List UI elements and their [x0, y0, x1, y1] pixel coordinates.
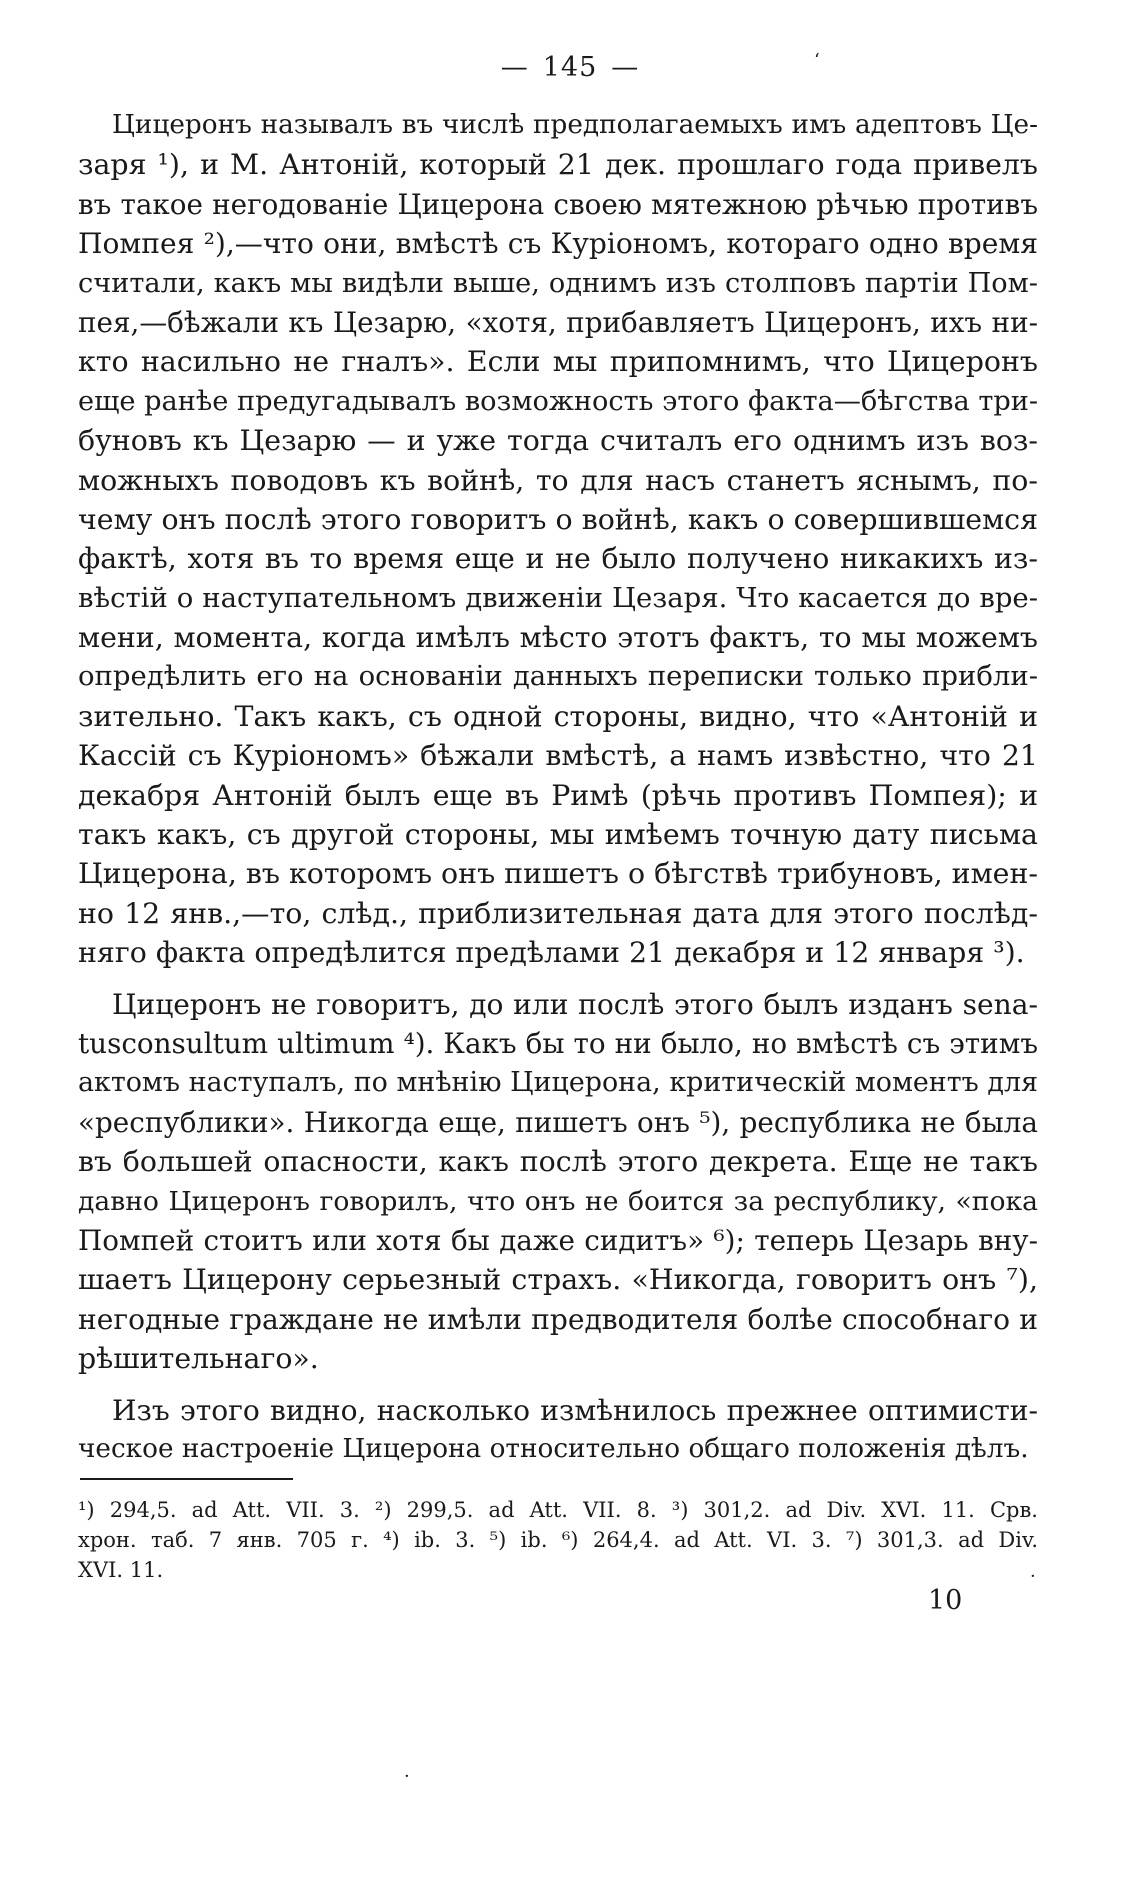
body-text — [78, 106, 1038, 1469]
text-line: Изъ этого видно, насколько измѣнилось прежнее оптимисти- — [112, 1393, 1038, 1427]
paragraph-3 — [78, 1391, 1038, 1470]
text-line: шаетъ Цицерону серьезный страхъ. «Никогда, говоритъ онъ ⁷), — [78, 1263, 1038, 1297]
signature-mark: 10 — [928, 1585, 963, 1616]
text-line: ческое настроеніе Цицерона относительно общаго положенія дѣлъ. — [78, 1433, 1029, 1464]
footnote-line: ¹) 294,5. ad Att. VII. 3. ²) 299,5. ad Att. VII. 8. ³) 301,2. ad Div. XVI. 11. Срв. — [78, 1498, 1038, 1522]
text-line: фактѣ, хотя въ то время еще и не было получено никакихъ из- — [78, 542, 1038, 576]
stray-speck: · — [404, 1766, 410, 1787]
paragraph-1 — [78, 106, 1038, 973]
text-line: tusconsultum ultimum ⁴). Какъ бы то ни было, но вмѣстѣ съ этимъ — [78, 1026, 1038, 1060]
text-line: можныхъ поводовъ къ войнѣ, то для насъ станетъ яснымъ, по- — [78, 463, 1038, 497]
text-line: няго факта опредѣлится предѣлами 21 декабря и 12 января ³). — [78, 936, 1025, 970]
text-line: Цицерона, въ которомъ онъ пишетъ о бѣгствѣ трибуновъ, имен- — [78, 857, 1038, 891]
text-line: негодные граждане не имѣли предводителя болѣе способнаго и — [78, 1302, 1038, 1336]
stray-speck: · — [1030, 1566, 1036, 1587]
footnote-line: хрон. таб. 7 янв. 705 г. ⁴) ib. 3. ⁵) ib. ⁶) 264,4. ad Att. VI. 3. ⁷) 301,3. ad Div. — [78, 1528, 1038, 1552]
page-header — [0, 52, 1140, 83]
text-line: Цицеронъ называлъ въ числѣ предполагаемыхъ имъ адептовъ Це- — [112, 110, 1038, 140]
text-line: «республики». Никогда еще, пишетъ онъ ⁵), республика не была — [78, 1105, 1038, 1139]
footnote-line: XVI. 11. — [78, 1558, 164, 1582]
text-line: мени, момента, когда имѣлъ мѣсто этотъ фактъ, то мы можемъ — [78, 621, 1038, 655]
header-dash-left: — — [500, 52, 529, 83]
text-line: вѣстій о наступательномъ движеніи Цезаря. Что касается до вре- — [78, 581, 1038, 614]
text-line: Цицеронъ не говоритъ, до или послѣ этого былъ изданъ sena- — [112, 987, 1038, 1021]
page-number: 145 — [542, 52, 598, 83]
text-line: Кассій съ Куріономъ» бѣжали вмѣстѣ, а намъ извѣстно, что 21 — [78, 739, 1038, 773]
text-line: еще ранѣе предугадывалъ возможность этого факта—бѣгства три- — [78, 385, 1039, 417]
text-line: пея,—бѣжали къ Цезарю, «хотя, прибавляетъ Цицеронъ, ихъ ни- — [78, 305, 1038, 339]
text-line: чему онъ послѣ этого говоритъ о войнѣ, какъ о совершившемся — [78, 502, 1038, 536]
text-line: но 12 янв.,—то, слѣд., приблизительная дата для этого послѣд- — [78, 896, 1038, 930]
text-line: въ такое негодованіе Цицерона своею мятежною рѣчью противъ — [78, 187, 1038, 221]
text-line: кто насильно не гналъ». Если мы припомнимъ, что Цицеронъ — [78, 345, 1038, 379]
text-line: Помпея ²),—что они, вмѣстѣ съ Куріономъ, котораго одно время — [78, 227, 1038, 261]
text-line: буновъ къ Цезарю — и уже тогда считалъ его однимъ изъ воз- — [78, 424, 1038, 458]
text-line: въ большей опасности, какъ послѣ этого декрета. Еще не такъ — [78, 1145, 1038, 1179]
header-tick-mark: ‘ — [814, 50, 820, 71]
text-line: рѣшительнаго». — [78, 1342, 319, 1376]
text-line: Помпей стоитъ или хотя бы даже сидитъ» ⁶); теперь Цезарь вну- — [78, 1223, 1038, 1257]
footnotes — [78, 1495, 1038, 1585]
header-dash-right: — — [611, 52, 640, 83]
text-line: давно Цицеронъ говорилъ, что онъ не боится за республику, «пока — [78, 1185, 1038, 1217]
footnote-divider — [80, 1478, 293, 1480]
text-line: актомъ наступалъ, по мнѣнію Цицерона, критическій моментъ для — [78, 1067, 1038, 1099]
text-line: зительно. Такъ какъ, съ одной стороны, видно, что «Антоній и — [78, 699, 1038, 733]
text-line: считали, какъ мы видѣли выше, однимъ изъ столповъ партіи Пом- — [78, 267, 1038, 299]
text-line: опредѣлить его на основаніи данныхъ переписки только прибли- — [78, 660, 1038, 693]
paragraph-2 — [78, 985, 1038, 1379]
text-line: такъ какъ, съ другой стороны, мы имѣемъ точную дату письма — [78, 818, 1038, 852]
text-line: заря ¹), и М. Антоній, который 21 дек. прошлаго года привелъ — [78, 148, 1038, 182]
text-line: декабря Антоній былъ еще въ Римѣ (рѣчь противъ Помпея); и — [78, 778, 1038, 812]
